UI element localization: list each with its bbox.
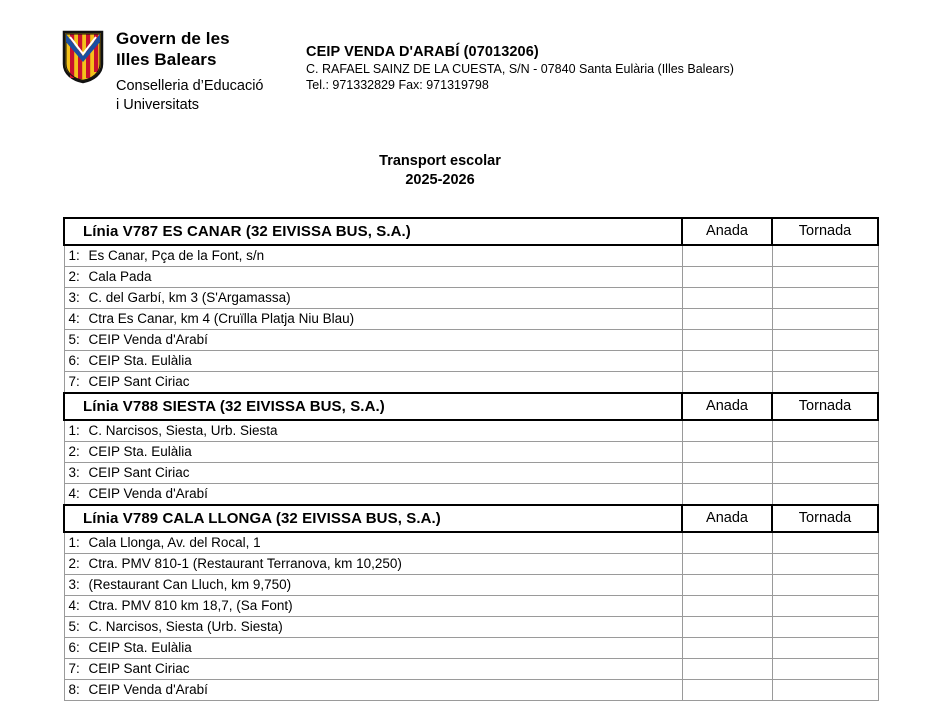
table-row: [64, 266, 878, 287]
column-header-tornada: Tornada: [772, 393, 878, 420]
route-header-row: [64, 393, 878, 420]
stop-name: CEIP Sant Ciriac: [88, 465, 190, 481]
stop-cell: [64, 245, 682, 267]
tornada-checkbox-cell[interactable]: [772, 553, 878, 574]
table-row: [64, 574, 878, 595]
table-row: [64, 462, 878, 483]
tornada-checkbox-cell[interactable]: [772, 574, 878, 595]
school-phone: Tel.: 971332829 Fax: 971319798: [306, 78, 489, 92]
route-header-row: [64, 218, 878, 245]
stop-cell: [64, 658, 682, 679]
page-title: [0, 152, 940, 191]
routes-table-wrapper: [63, 217, 877, 701]
stop-cell: [64, 329, 682, 350]
government-logo-block: [0, 28, 300, 114]
route-header-row: [64, 505, 878, 532]
stop-number: 4:: [68, 486, 80, 502]
column-header-tornada: Tornada: [772, 218, 878, 245]
tornada-checkbox-cell[interactable]: [772, 679, 878, 700]
anada-checkbox-cell[interactable]: [682, 595, 772, 616]
route-title: Línia V788 SIESTA (32 EIVISSA BUS, S.A.): [64, 393, 682, 420]
tornada-checkbox-cell[interactable]: [772, 532, 878, 554]
anada-checkbox-cell[interactable]: [682, 308, 772, 329]
table-row: [64, 441, 878, 462]
stop-cell: [64, 679, 682, 700]
tornada-checkbox-cell[interactable]: [772, 350, 878, 371]
stop-number: 7:: [68, 374, 80, 390]
column-header-anada: Anada: [682, 393, 772, 420]
school-info-block: [306, 28, 734, 92]
anada-checkbox-cell[interactable]: [682, 287, 772, 308]
stop-name: CEIP Sant Ciriac: [88, 374, 190, 390]
stop-name: CEIP Sta. Eulàlia: [88, 640, 192, 656]
anada-checkbox-cell[interactable]: [682, 532, 772, 554]
anada-checkbox-cell[interactable]: [682, 245, 772, 267]
tornada-checkbox-cell[interactable]: [772, 637, 878, 658]
stop-number: 2:: [68, 556, 80, 572]
table-row: [64, 329, 878, 350]
anada-checkbox-cell[interactable]: [682, 329, 772, 350]
stop-cell: [64, 574, 682, 595]
anada-checkbox-cell[interactable]: [682, 371, 772, 393]
gov-line-2: Illes Balears: [116, 50, 217, 70]
school-address: C. RAFAEL SAINZ DE LA CUESTA, S/N - 07840 Santa Eulària (Illes Balears): [306, 62, 734, 76]
stop-cell: [64, 462, 682, 483]
balearic-shield-icon: [62, 30, 104, 84]
table-row: [64, 245, 878, 267]
table-row: [64, 371, 878, 393]
stop-number: 6:: [68, 640, 80, 656]
page-title-line-1: Transport escolar: [379, 152, 501, 169]
tornada-checkbox-cell[interactable]: [772, 462, 878, 483]
column-header-anada: Anada: [682, 505, 772, 532]
tornada-checkbox-cell[interactable]: [772, 308, 878, 329]
stop-cell: [64, 287, 682, 308]
tornada-checkbox-cell[interactable]: [772, 371, 878, 393]
document-header: [0, 0, 940, 114]
routes-table: [63, 217, 879, 701]
stop-name: CEIP Venda d'Arabí: [88, 682, 208, 698]
table-row: [64, 637, 878, 658]
anada-checkbox-cell[interactable]: [682, 350, 772, 371]
stop-number: 2:: [68, 269, 80, 285]
stop-cell: [64, 308, 682, 329]
stop-number: 5:: [68, 619, 80, 635]
route-title: Línia V789 CALA LLONGA (32 EIVISSA BUS, S.A.): [64, 505, 682, 532]
stop-name: Ctra. PMV 810 km 18,7, (Sa Font): [88, 598, 293, 614]
stop-cell: [64, 420, 682, 442]
stop-cell: [64, 266, 682, 287]
stop-name: CEIP Sta. Eulàlia: [88, 444, 192, 460]
stop-number: 2:: [68, 444, 80, 460]
tornada-checkbox-cell[interactable]: [772, 616, 878, 637]
stop-number: 1:: [68, 248, 80, 264]
anada-checkbox-cell[interactable]: [682, 266, 772, 287]
stop-cell: [64, 371, 682, 393]
stop-number: 5:: [68, 332, 80, 348]
stop-number: 1:: [68, 423, 80, 439]
stop-number: 8:: [68, 682, 80, 698]
tornada-checkbox-cell[interactable]: [772, 595, 878, 616]
stop-cell: [64, 532, 682, 554]
anada-checkbox-cell[interactable]: [682, 616, 772, 637]
anada-checkbox-cell[interactable]: [682, 420, 772, 442]
stop-number: 3:: [68, 290, 80, 306]
stop-name: C. Narcisos, Siesta, Urb. Siesta: [88, 423, 278, 439]
anada-checkbox-cell[interactable]: [682, 483, 772, 505]
stop-cell: [64, 553, 682, 574]
tornada-checkbox-cell[interactable]: [772, 287, 878, 308]
stop-name: Ctra. PMV 810-1 (Restaurant Terranova, km 10,250): [88, 556, 402, 572]
anada-checkbox-cell[interactable]: [682, 462, 772, 483]
table-row: [64, 553, 878, 574]
stop-name: CEIP Venda d'Arabí: [88, 486, 208, 502]
anada-checkbox-cell[interactable]: [682, 658, 772, 679]
stop-number: 7:: [68, 661, 80, 677]
anada-checkbox-cell[interactable]: [682, 679, 772, 700]
table-row: [64, 679, 878, 700]
school-name: CEIP VENDA D'ARABÍ (07013206): [306, 44, 539, 60]
tornada-checkbox-cell[interactable]: [772, 329, 878, 350]
tornada-checkbox-cell[interactable]: [772, 483, 878, 505]
tornada-checkbox-cell[interactable]: [772, 266, 878, 287]
anada-checkbox-cell[interactable]: [682, 637, 772, 658]
stop-number: 1:: [68, 535, 80, 551]
table-row: [64, 350, 878, 371]
route-title: Línia V787 ES CANAR (32 EIVISSA BUS, S.A.): [64, 218, 682, 245]
table-row: [64, 658, 878, 679]
page-title-line-2: 2025-2026: [405, 172, 475, 189]
stop-number: 4:: [68, 598, 80, 614]
anada-checkbox-cell[interactable]: [682, 574, 772, 595]
column-header-anada: Anada: [682, 218, 772, 245]
stop-name: Ctra Es Canar, km 4 (Cruïlla Platja Niu Blau): [88, 311, 355, 327]
stop-name: (Restaurant Can Lluch, km 9,750): [88, 577, 292, 593]
stop-cell: [64, 441, 682, 462]
stop-cell: [64, 483, 682, 505]
stop-name: Cala Pada: [88, 269, 152, 285]
table-row: [64, 616, 878, 637]
stop-number: 4:: [68, 311, 80, 327]
stop-name: CEIP Sant Ciriac: [88, 661, 190, 677]
stop-name: C. del Garbí, km 3 (S'Argamassa): [88, 290, 291, 306]
tornada-checkbox-cell[interactable]: [772, 420, 878, 442]
tornada-checkbox-cell[interactable]: [772, 441, 878, 462]
table-row: [64, 595, 878, 616]
stop-name: C. Narcisos, Siesta (Urb. Siesta): [88, 619, 283, 635]
table-row: [64, 287, 878, 308]
table-row: [64, 308, 878, 329]
stop-name: CEIP Venda d'Arabí: [88, 332, 208, 348]
gov-line-1: Govern de les: [116, 29, 230, 48]
stop-cell: [64, 595, 682, 616]
column-header-tornada: Tornada: [772, 505, 878, 532]
gov-line-3: Conselleria d’Educació: [116, 77, 264, 94]
stop-number: 3:: [68, 465, 80, 481]
stop-cell: [64, 616, 682, 637]
stop-number: 6:: [68, 353, 80, 369]
table-row: [64, 483, 878, 505]
anada-checkbox-cell[interactable]: [682, 441, 772, 462]
tornada-checkbox-cell[interactable]: [772, 658, 878, 679]
stop-name: Es Canar, Pça de la Font, s/n: [88, 248, 265, 264]
stop-cell: [64, 637, 682, 658]
stop-number: 3:: [68, 577, 80, 593]
table-row: [64, 420, 878, 442]
government-name: [116, 28, 264, 114]
gov-line-4: i Universitats: [116, 96, 199, 113]
anada-checkbox-cell[interactable]: [682, 553, 772, 574]
tornada-checkbox-cell[interactable]: [772, 245, 878, 267]
stop-name: Cala Llonga, Av. del Rocal, 1: [88, 535, 261, 551]
table-row: [64, 532, 878, 554]
stop-name: CEIP Sta. Eulàlia: [88, 353, 192, 369]
stop-cell: [64, 350, 682, 371]
